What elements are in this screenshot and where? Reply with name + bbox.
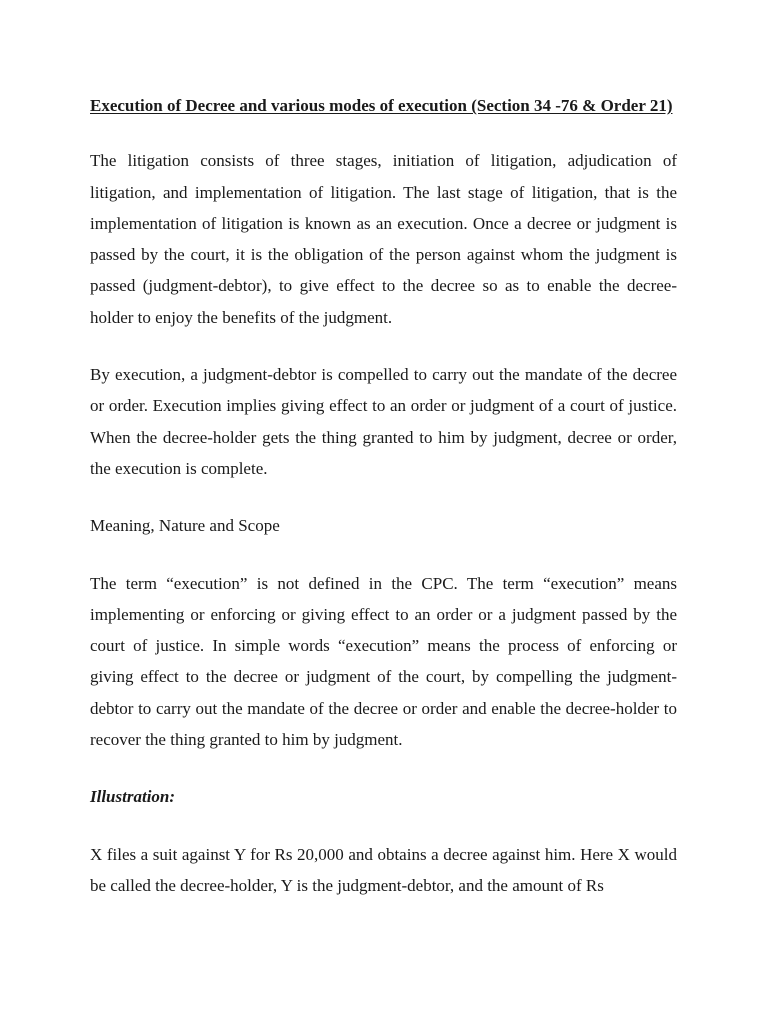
- section-heading-meaning: Meaning, Nature and Scope: [90, 516, 280, 536]
- illustration-heading: Illustration:: [90, 787, 176, 807]
- document-title: Execution of Decree and various modes of execution (Section 34 -76 & Order 21): [90, 96, 673, 115]
- paragraph-illustration: X files a suit against Y for Rs 20,000 and obtains a decree against him. Here X would be called the decree-holder, Y is the judgment-debtor, and the amount of Rs: [90, 844, 677, 895]
- paragraph-meaning: The term “execution” is not defined in the CPC. The term “execution” means implementing or enforcing or giving effect to an order or a judgment passed by the court of justice. In simple words “execution” means the process of enforcing or giving effect to the decree or judgment of the court, by compelling the judgment-debtor to carry out the mandate of the decree or order and enable the decree-holder to recover the thing granted to him by judgment.: [90, 573, 677, 750]
- document-page: [90, 90, 677, 927]
- paragraph-execution-definition: By execution, a judgment-debtor is compelled to carry out the mandate of the decree or order. Execution implies giving effect to an order or judgment of a court of justice. When the decree-holder gets the thing granted to him by judgment, decree or order, the execution is complete.: [90, 365, 677, 478]
- paragraph-stages-of-litigation: The litigation consists of three stages, initiation of litigation, adjudication of litigation, and implementation of litigation. The last stage of litigation, that is the implementation of litigation is known as an execution. Once a decree or judgment is passed by the court, it is the obligation of the person against whom the judgment is passed (judgment-debtor), to give effect to the decree so as to enable the decree-holder to enjoy the benefits of the judgment.: [90, 151, 677, 327]
